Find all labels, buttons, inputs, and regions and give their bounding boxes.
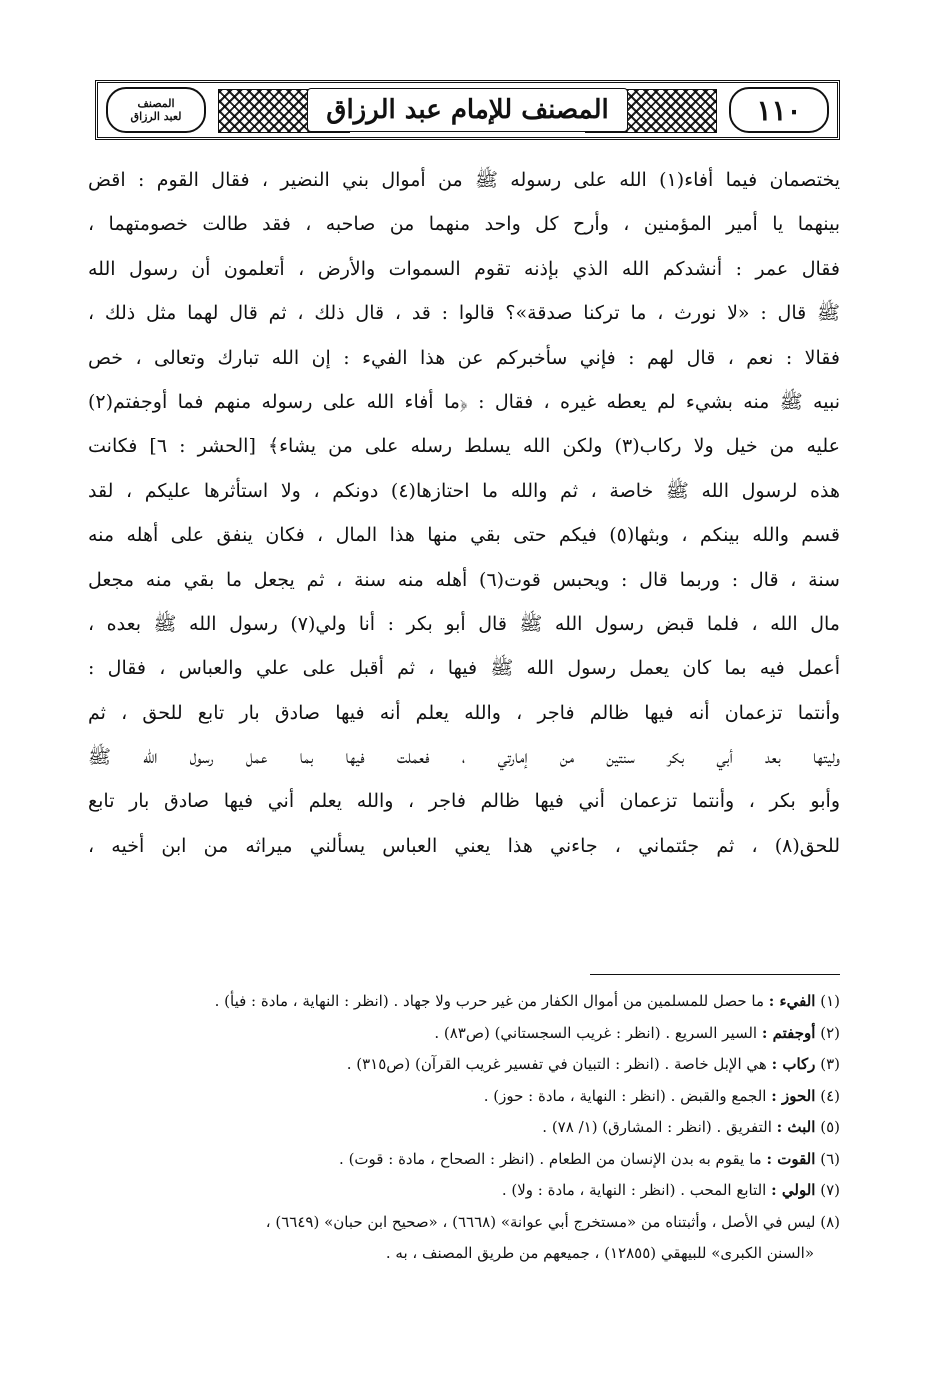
footnote-text: ما حصل للمسلمين من أموال الكفار من غير حرب ولا جهاد . (انظر : النهاية ، مادة : فيأ) . (214, 992, 765, 1010)
text-line: للحق(٨) ، ثم جئتماني ، جاءني هذا يعني العباس يسألني ميراثه من ابن أخيه ، (88, 834, 840, 857)
text-line: قسم والله بينكم ، وبثها(٥) فيكم حتى بقي منها هذا المال ، فكان ينفق على أهله منه (88, 524, 840, 547)
footnote-text: التفريق . (انظر : المشارق) (١/ ٧٨) . (542, 1118, 772, 1136)
footnote-term: الحوز : (771, 1086, 816, 1105)
footnote-number: (٥) (820, 1118, 840, 1136)
footnotes (88, 986, 840, 1270)
footnote-term: الولي : (771, 1181, 816, 1199)
footnote-text: هي الإبل خاصة . (انظر : التبيان في تفسير غريب القرآن) (ص٣١٥) . (346, 1055, 767, 1073)
footnote (88, 1207, 840, 1239)
footnote-text: السير السريع . (انظر : غريب السجستاني) (ص٨٣) . (434, 1023, 758, 1042)
text-line: نبيه ﷺ منه بشيء لم يعطه غيره ، فقال : ﴿ما أفاء الله على رسوله منهم فما أوجفتم(٢) (88, 390, 840, 413)
text-line: فقالا : نعم ، قال لهم : فإني سأخبركم عن هذا الفيء : إن الله تبارك وتعالى ، خص (88, 346, 840, 369)
text-line: عليه من خيل ولا ركاب(٣) ولكن الله يسلط رسله على من يشاء﴾ [الحشر : ٦] فكانت (88, 435, 840, 458)
text-line: يختصمان فيما أفاء(١) الله على رسوله ﷺ من أموال بني النضير ، فقال القوم : اقض (88, 169, 840, 191)
text-line: ﷺ قال : «لا نورث ، ما تركنا صدقة»؟ قالوا : قد ، قال ذلك ، ثم قال لهما مثل ذلك ، (88, 302, 840, 325)
footnote-number: (٨) (820, 1212, 840, 1231)
text-line: سنة ، قال : وربما قال : ويحبس قوت(٦) أهله منه سنة ، ثم يجعل ما بقي منه مجعل (88, 568, 840, 591)
footnote-number: (٣) (820, 1055, 840, 1073)
footnote (88, 1018, 840, 1050)
footnote-continuation: «السنن الكبرى» للبيهقي (١٢٨٥٥) ، جميعهم من طريق المصنف ، به . (385, 1244, 814, 1262)
main-text (88, 158, 840, 868)
footnote-term: القوت : (766, 1149, 816, 1168)
text-line: وأبو بكر ، وأنتما تزعمان أني فيها ظالم فاجر ، والله يعلم أني فيها صادق بار تابع (88, 790, 840, 813)
text-line: أعمل فيه بما كان يعمل رسول الله ﷺ فيها ، ثم أقبل على علي والعباس ، فقال : (88, 657, 840, 680)
footnote-text: ما يقوم به بدن الإنسان من الطعام . (انظر : الصحاح ، مادة : قوت) . (339, 1149, 762, 1168)
footnote (88, 986, 840, 1018)
footnote-number: (٤) (820, 1086, 840, 1105)
footnote-term: أوجفتم : (761, 1023, 816, 1042)
footnote-text: الجمع والقبض . (انظر : النهاية ، مادة : حوز) . (483, 1086, 767, 1105)
text-line: فقال عمر : أنشدكم الله الذي بإذنه تقوم السموات والأرض ، أتعلمون أن رسول الله (88, 257, 840, 280)
footnote-separator (590, 974, 840, 975)
footnote (88, 1049, 840, 1081)
footnote-number: (٧) (820, 1181, 840, 1199)
seal-line-1: المصنف (137, 97, 175, 110)
footnote-number: (٦) (820, 1149, 840, 1168)
running-title: المصنف للإمام عبد الرزاق (307, 88, 627, 132)
footnote-number: (٢) (820, 1023, 840, 1042)
text-line: هذه لرسول الله ﷺ خاصة ، ثم والله ما احتازها(٤) دونكم ، ولا استأثرها عليكم ، لقد (88, 479, 840, 502)
page-header (95, 80, 840, 140)
text-line: مال الله ، فلما قبض رسول الله ﷺ قال أبو بكر : أنا ولي(٧) رسول الله ﷺ بعده ، (88, 612, 840, 635)
footnote-text: التابع المحب . (انظر : النهاية ، مادة : ولا) . (501, 1181, 767, 1199)
footnote-number: (١) (820, 992, 840, 1010)
footnote (88, 1144, 840, 1176)
footnote (88, 1112, 840, 1144)
text-line: بينهما يا أمير المؤمنين ، وأرح كل واحد منهما من صاحبه ، فقد طالت خصومتهما ، (88, 213, 840, 236)
footnote-term: ركاب : (771, 1055, 816, 1073)
footnote (88, 1081, 840, 1113)
footnote-term: البث : (776, 1118, 816, 1136)
footnote-text: ليس في الأصل ، وأثبتناه من «مستخرج أبي عوانة» (٦٦٦٨) ، «صحيح ابن حبان» (٦٦٤٩) ، (265, 1212, 816, 1231)
book-seal (106, 87, 206, 133)
seal-line-2: لعبد الرزاق (130, 110, 182, 123)
text-line: وليتها بعد أبي بكر سنتين من إمارتي ، فعملت فيها بما عمل رسول الله ﷺ (88, 746, 840, 769)
page-number: ١١٠ (729, 87, 829, 133)
text-line: وأنتما تزعمان أنه فيها ظالم فاجر ، والله يعلم أنه فيها صادق بار تابع للحق ، ثم (88, 701, 840, 724)
footnote (88, 1175, 840, 1207)
footnote-term: الفيء : (768, 992, 816, 1010)
